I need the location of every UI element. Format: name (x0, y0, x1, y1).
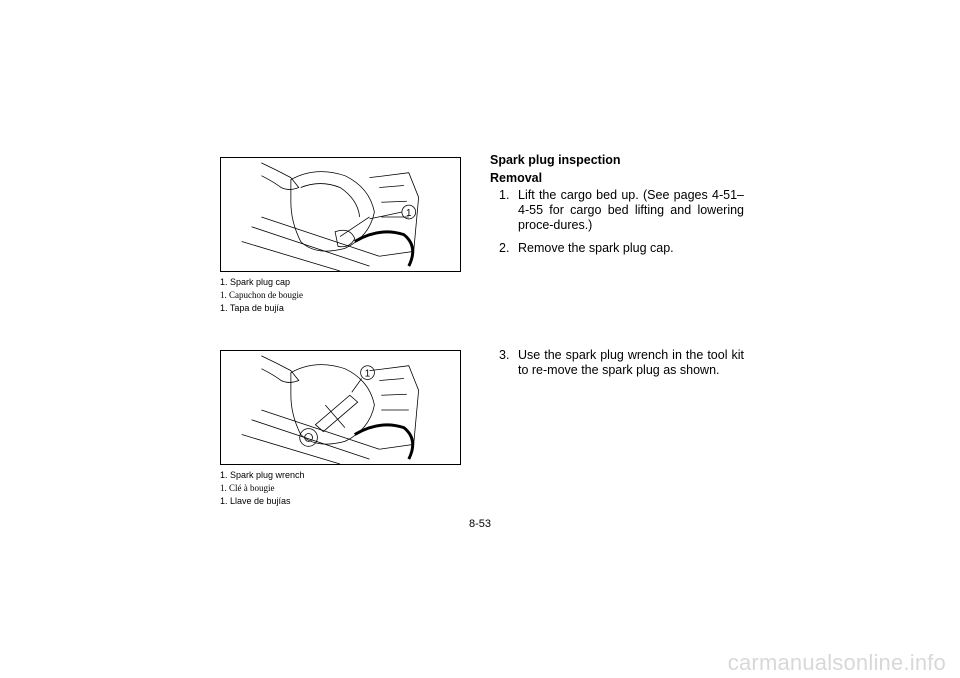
step-number: 3. (499, 348, 510, 362)
page-number: 8-53 (469, 518, 492, 530)
step-item (499, 241, 744, 256)
caption-es: 1. Llave de bujías (220, 496, 291, 506)
caption-fr: 1. Capuchon de bougie (220, 290, 303, 300)
spark-plug-cap-illustration (221, 158, 460, 271)
watermark: carmanualsonline.info (727, 650, 946, 675)
figure2-caption (220, 469, 305, 508)
steps-list-wrench (499, 348, 744, 386)
section-subtitle: Removal (490, 171, 543, 185)
figure-spark-plug-cap (220, 157, 461, 272)
steps-list-removal (499, 188, 744, 264)
caption-es: 1. Tapa de bujía (220, 303, 284, 313)
callout-number: 1 (406, 207, 412, 219)
figure-spark-plug-wrench (220, 350, 461, 465)
step-item (499, 348, 744, 378)
callout-number: 1 (364, 368, 371, 380)
step-text: Lift the cargo bed up. (See pages 4-51–4-55 for cargo bed lifting and lowering proce-dures.) (518, 188, 744, 232)
step-text: Remove the spark plug cap. (518, 241, 674, 255)
spark-plug-wrench-illustration (221, 351, 460, 464)
step-number: 2. (499, 241, 510, 255)
step-number: 1. (499, 188, 510, 202)
caption-en: 1. Spark plug wrench (220, 470, 305, 480)
caption-en: 1. Spark plug cap (220, 277, 291, 287)
caption-fr: 1. Clé à bougie (220, 483, 275, 493)
step-item (499, 188, 744, 233)
section-title: Spark plug inspection (490, 153, 621, 167)
step-text: Use the spark plug wrench in the tool kit to re-move the spark plug as shown. (518, 348, 744, 377)
figure1-caption (220, 276, 303, 315)
